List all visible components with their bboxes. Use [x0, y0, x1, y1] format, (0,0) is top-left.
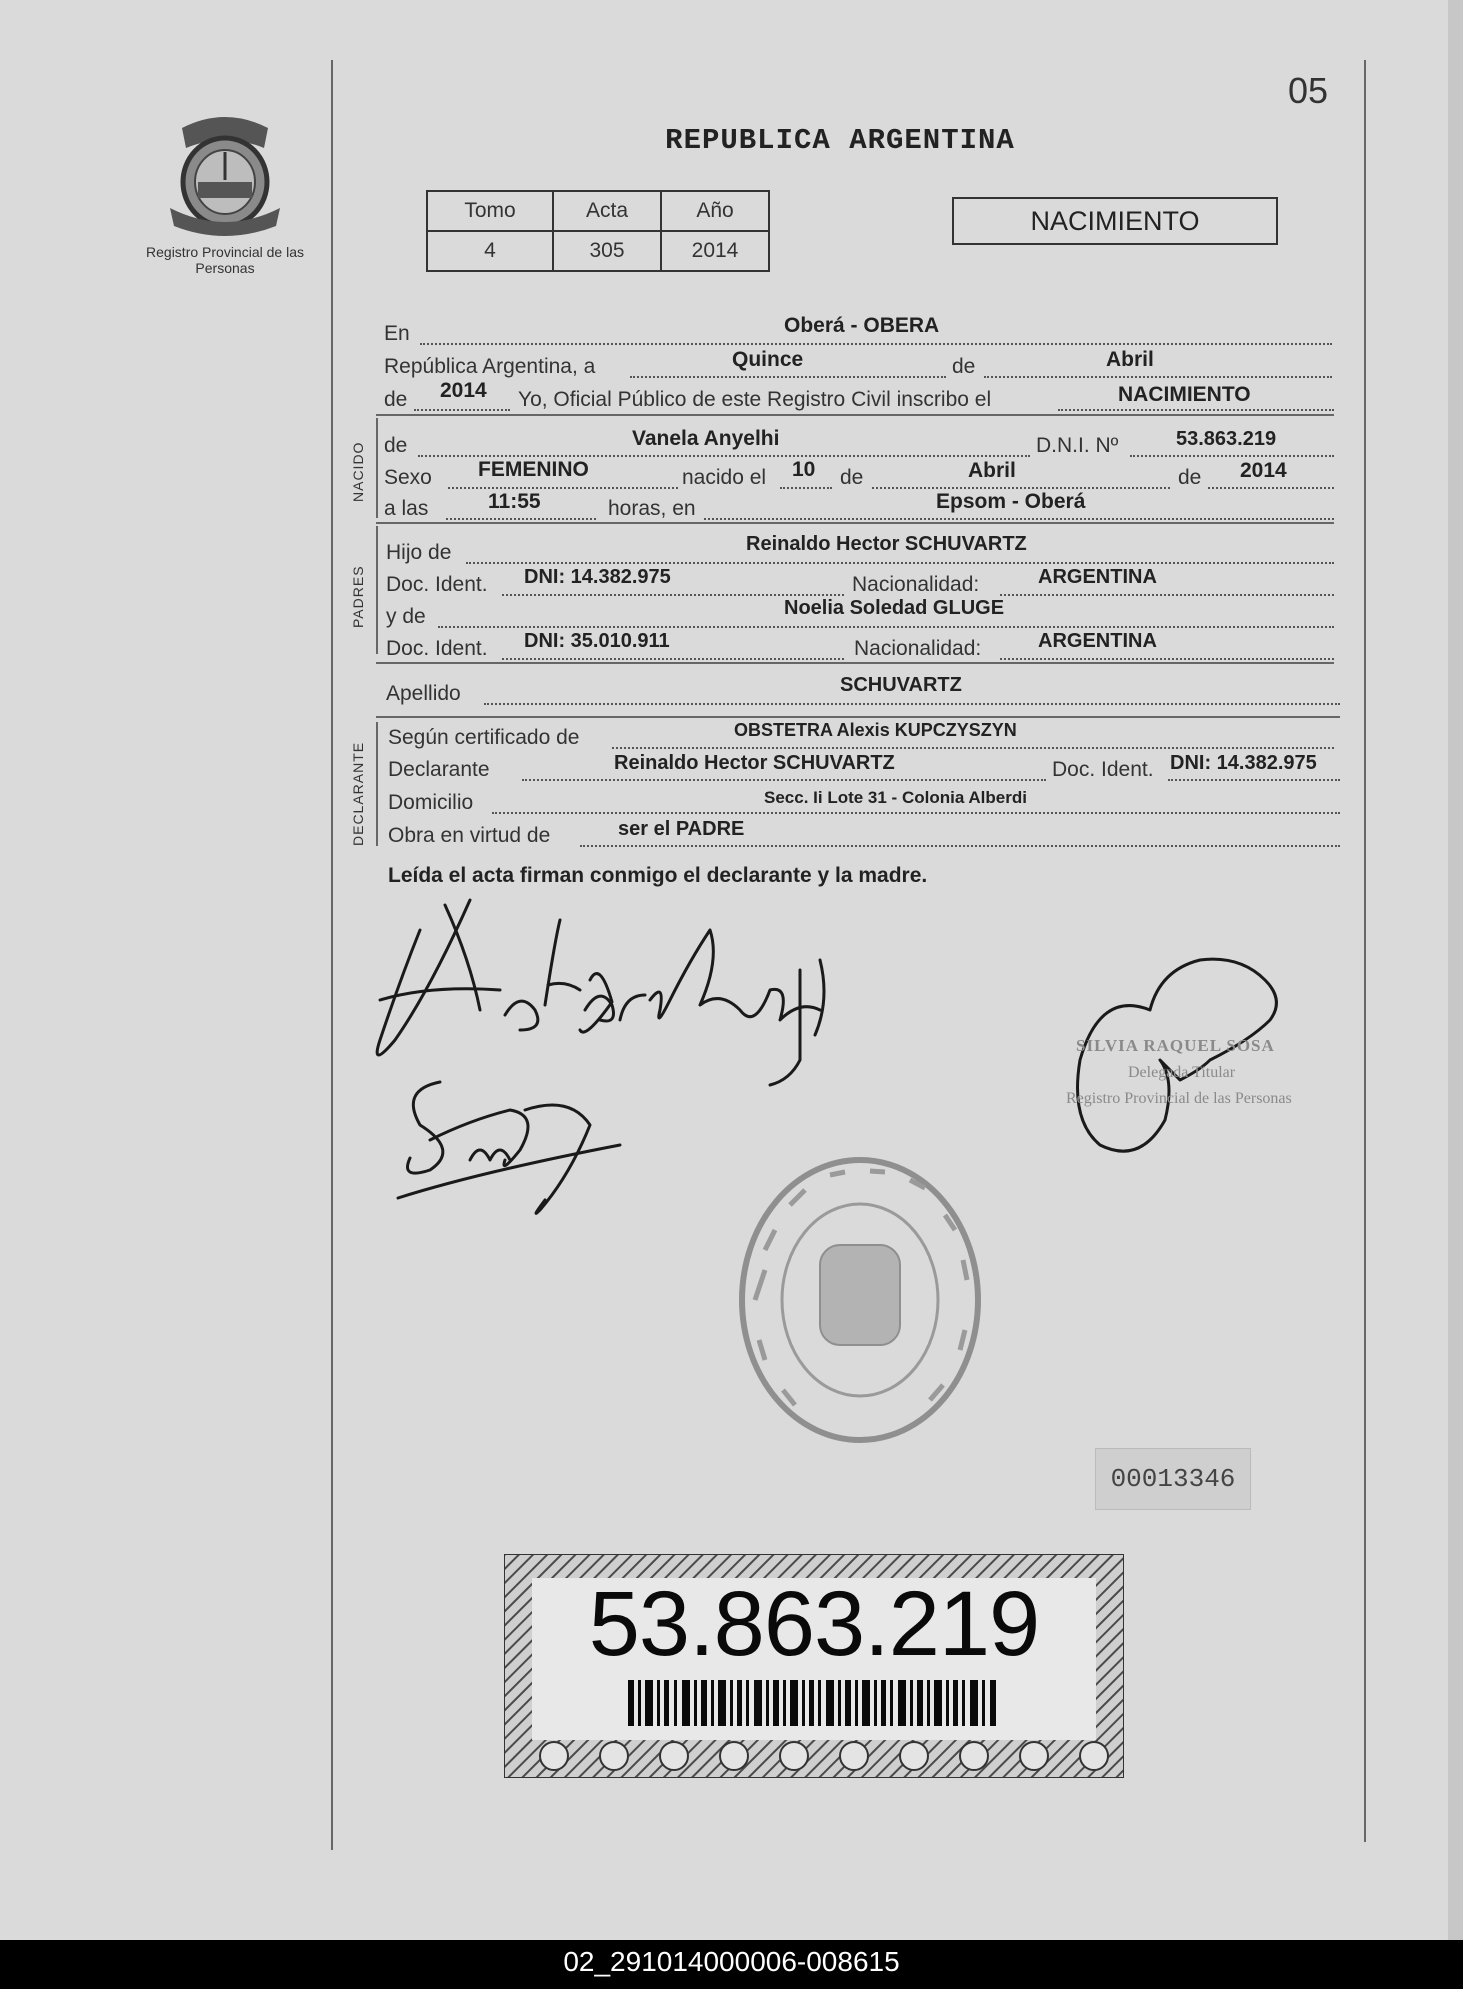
section-label-nacido: NACIDO	[350, 441, 366, 502]
label-obra-virtud: Obra en virtud de	[388, 824, 551, 847]
read-statement: Leída el acta firman conmigo el declarante y la madre.	[388, 864, 928, 887]
label-declarante: Declarante	[388, 758, 490, 781]
label-de: de	[384, 434, 408, 457]
month-value: Abril	[1106, 348, 1154, 371]
father-name-value: Reinaldo Hector SCHUVARTZ	[746, 533, 1027, 555]
label-nacido-el: nacido el	[682, 466, 767, 489]
official-stamp-org: Registro Provincial de las Personas	[1066, 1090, 1292, 1107]
section-label-declarante: DECLARANTE	[350, 741, 366, 846]
label-de: de	[840, 466, 864, 489]
father-nat-value: ARGENTINA	[1038, 566, 1157, 588]
address-value: Secc. Ii Lote 31 - Colonia Alberdi	[764, 788, 1027, 807]
birth-time-value: 11:55	[488, 490, 541, 513]
serial-stamp: 00013346	[1095, 1448, 1251, 1510]
label-domicilio: Domicilio	[388, 791, 474, 814]
capacity-value: ser el PADRE	[618, 818, 745, 840]
label-hijo-de: Hijo de	[386, 541, 452, 564]
label-dni: D.N.I. Nº	[1036, 434, 1119, 457]
label-a-las: a las	[384, 497, 429, 520]
birth-place-value: Epsom - Oberá	[936, 490, 1086, 513]
dni-tag-number: 53.863.219	[588, 1573, 1040, 1675]
tomo-header: Tomo	[427, 191, 553, 231]
label-sexo: Sexo	[384, 466, 432, 489]
act-type-box: NACIMIENTO	[952, 197, 1278, 245]
label-de: de	[1178, 466, 1202, 489]
acta-header: Acta	[553, 191, 661, 231]
label-y-de: y de	[386, 605, 426, 628]
label-horas-en: horas, en	[608, 497, 696, 520]
page-number: 05	[1288, 70, 1329, 111]
act-kind-value: NACIMIENTO	[1118, 383, 1251, 406]
mother-doc-value: DNI: 35.010.911	[524, 630, 670, 652]
label-nacionalidad: Nacionalidad:	[854, 637, 982, 660]
birth-year-value: 2014	[1240, 459, 1287, 482]
acta-value: 305	[553, 231, 661, 271]
label-segun-certificado: Según certificado de	[388, 726, 580, 749]
child-name-value: Vanela Anyelhi	[632, 427, 780, 450]
declarant-doc-value: DNI: 14.382.975	[1170, 752, 1317, 774]
label-de: de	[384, 388, 408, 411]
barcode	[628, 1680, 1000, 1726]
father-doc-value: DNI: 14.382.975	[524, 566, 671, 588]
official-stamp-role: Delegada Titular	[1128, 1064, 1236, 1081]
label-republica: República Argentina, a	[384, 355, 596, 378]
certificate-value: OBSTETRA Alexis KUPCZYSZYN	[734, 720, 1017, 740]
label-yo-oficial: Yo, Oficial Público de este Registro Civil inscribo el	[518, 388, 992, 411]
document-title: REPUBLICA ARGENTINA	[665, 124, 1015, 157]
birth-month-value: Abril	[968, 459, 1016, 482]
anio-header: Año	[661, 191, 769, 231]
mother-nat-value: ARGENTINA	[1038, 630, 1157, 652]
scan-filename: 02_291014000006-008615	[563, 1946, 900, 1977]
label-doc-ident: Doc. Ident.	[386, 573, 488, 596]
day-words-value: Quince	[732, 348, 804, 371]
child-dni-value: 53.863.219	[1176, 428, 1277, 450]
label-apellido: Apellido	[386, 682, 461, 705]
label-doc-ident: Doc. Ident.	[386, 637, 488, 660]
place-value: Oberá - OBERA	[784, 314, 940, 337]
birth-day-value: 10	[792, 458, 816, 481]
section-label-padres: PADRES	[350, 565, 366, 628]
year-value: 2014	[440, 379, 487, 402]
declarant-value: Reinaldo Hector SCHUVARTZ	[614, 752, 895, 774]
label-en: En	[384, 322, 410, 345]
label-nacionalidad: Nacionalidad:	[852, 573, 980, 596]
label-doc-ident: Doc. Ident.	[1052, 758, 1154, 781]
official-stamp-name: SILVIA RAQUEL SOSA	[1076, 1036, 1275, 1055]
anio-value: 2014	[661, 231, 769, 271]
label-de: de	[952, 355, 976, 378]
registry-seal-stamp	[735, 1150, 985, 1450]
tomo-value: 4	[427, 231, 553, 271]
logo-caption: Registro Provincial de las Personas	[146, 244, 304, 276]
surname-value: SCHUVARTZ	[840, 674, 962, 696]
mother-name-value: Noelia Soledad GLUGE	[784, 597, 1005, 619]
sex-value: FEMENINO	[478, 458, 589, 481]
